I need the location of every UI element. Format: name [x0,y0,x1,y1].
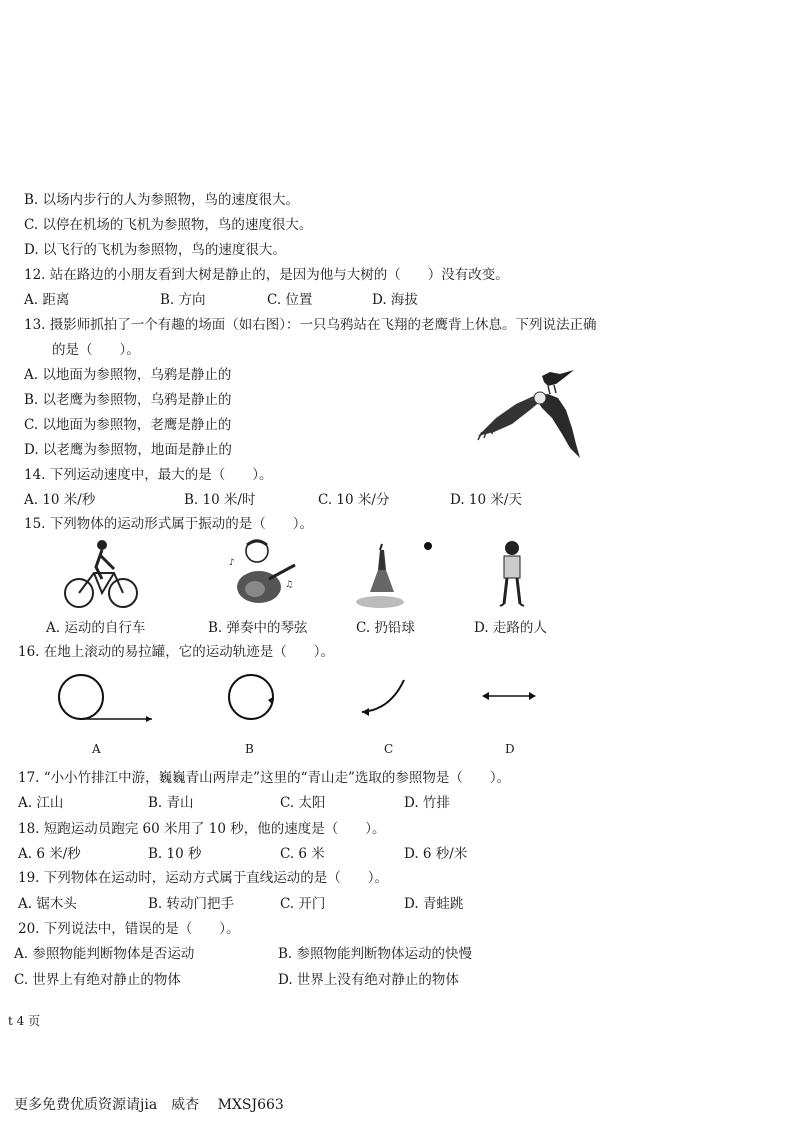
q20-option-a: A. 参照物能判断物体是否运动 [14,946,195,962]
q19-option-a: A. 锯木头 [18,896,77,912]
q17-option-a: A. 江山 [18,795,64,811]
trajectory-label-b: B [245,742,254,756]
q15-option-b: B. 弹奏中的琴弦 [208,620,308,636]
trajectory-b-diagram [224,670,284,726]
q12-stem: 12. 站在路边的小朋友看到大树是静止的，是因为他与大树的（ ）没有改变。 [24,267,509,283]
q13-option-a: A. 以地面为参照物，乌鸦是静止的 [24,367,232,383]
q19-option-b: B. 转动门把手 [148,896,235,912]
resource-note: 更多免费优质资源请jia 威杏 MXSJ663 [14,1097,284,1113]
bicycle-rider-illustration [62,535,140,611]
trajectory-label-a: A [92,742,101,756]
q20-stem: 20. 下列说法中，错误的是（ ）。 [18,921,240,937]
q19-option-c: C. 开门 [280,896,326,912]
q11-option-d: D. 以飞行的飞机为参照物，鸟的速度很大。 [24,242,286,258]
q14-stem: 14. 下列运动速度中，最大的是（ ）。 [24,467,273,483]
q19-stem: 19. 下列物体在运动时，运动方式属于直线运动的是（ ）。 [18,870,389,886]
q13-option-c: C. 以地面为参照物，老鹰是静止的 [24,417,232,433]
q18-option-a: A. 6 米/秒 [18,846,81,862]
svg-text:♫: ♫ [285,580,294,590]
eagle-crow-illustration [476,366,586,462]
q12-option-a: A. 距离 [24,292,70,308]
q14-option-d: D. 10 米/天 [450,492,522,508]
q20-option-b: B. 参照物能判断物体运动的快慢 [278,946,473,962]
q20-option-d: D. 世界上没有绝对静止的物体 [278,972,459,988]
q18-option-b: B. 10 秒 [148,846,202,862]
svg-text:♪: ♪ [229,558,235,568]
trajectory-c-diagram [356,676,412,720]
q13-stem-line1: 13. 摄影师抓拍了一个有趣的场面（如右图）：一只乌鸦站在飞翔的老鹰背上休息。下列说法正确 [24,317,597,333]
q15-option-a: A. 运动的自行车 [46,620,146,636]
trajectory-d-diagram [478,686,540,706]
q18-option-c: C. 6 米 [280,846,325,862]
q14-option-c: C. 10 米/分 [318,492,390,508]
q19-option-d: D. 青蛙跳 [404,896,464,912]
q14-option-a: A. 10 米/秒 [24,492,96,508]
q18-stem: 18. 短跑运动员跑完 60 米用了 10 秒，他的速度是（ ）。 [18,821,386,837]
trajectory-label-c: C [384,742,394,756]
page-number: t 4 页 [8,1014,41,1028]
q17-option-b: B. 青山 [148,795,194,811]
q17-option-d: D. 竹排 [404,795,450,811]
q15-stem: 15. 下列物体的运动形式属于振动的是（ ）。 [24,516,314,532]
q11-option-b: B. 以场内步行的人为参照物，鸟的速度很大。 [24,192,300,208]
q12-option-b: B. 方向 [160,292,206,308]
shot-put-illustration [350,540,440,612]
trajectory-a-diagram [54,670,164,726]
trajectory-label-d: D [505,742,515,756]
q15-option-d: D. 走路的人 [474,620,547,636]
q17-option-c: C. 太阳 [280,795,326,811]
q20-option-c: C. 世界上有绝对静止的物体 [14,972,181,988]
q18-option-d: D. 6 秒/米 [404,846,468,862]
walking-person-illustration [492,540,532,608]
q17-stem: 17. “小小竹排江中游，巍巍青山两岸走”这里的“青山走”选取的参照物是（ ）。 [18,770,511,786]
q12-option-c: C. 位置 [267,292,313,308]
q13-option-b: B. 以老鹰为参照物，乌鸦是静止的 [24,392,232,408]
q14-option-b: B. 10 米/时 [184,492,256,508]
q12-option-d: D. 海拔 [372,292,418,308]
q11-option-c: C. 以停在机场的飞机为参照物，鸟的速度很大。 [24,217,313,233]
q13-stem-line2: 的是（ ）。 [52,342,140,358]
q13-option-d: D. 以老鹰为参照物，地面是静止的 [24,442,232,458]
q16-stem: 16. 在地上滚动的易拉罐，它的运动轨迹是（ ）。 [18,644,335,660]
guitar-player-illustration [225,535,305,611]
q15-option-c: C. 扔铅球 [356,620,415,636]
